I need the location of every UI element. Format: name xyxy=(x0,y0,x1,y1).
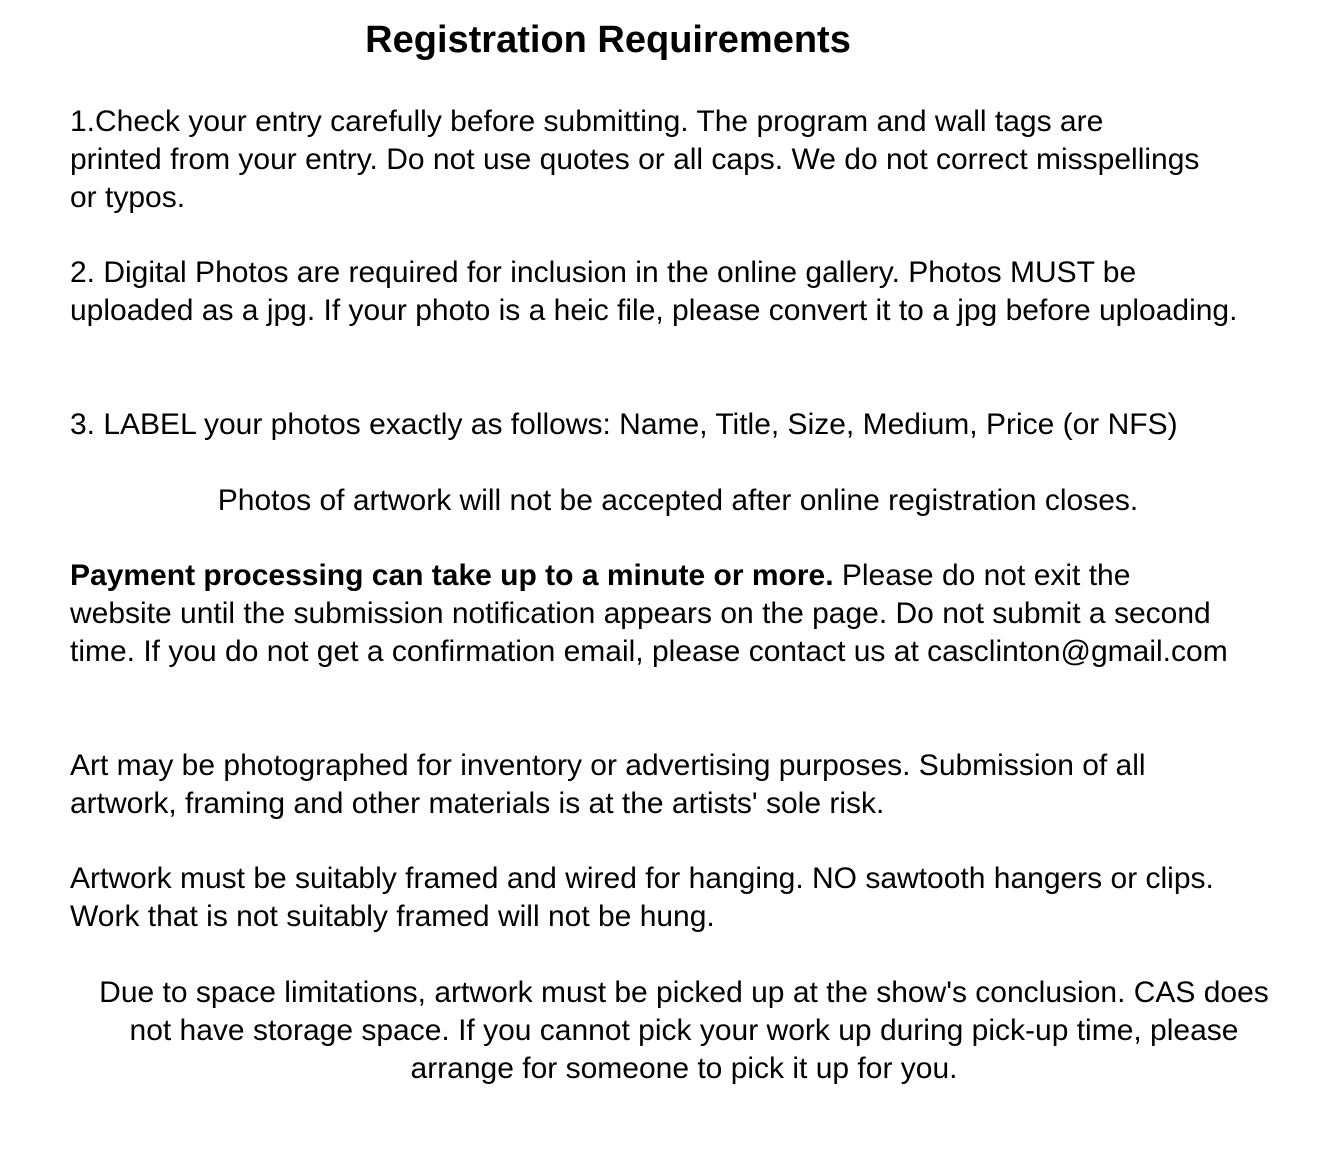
requirement-item-3: 3. LABEL your photos exactly as follows: Name, Title, Size, Medium, Price (or NFS) xyxy=(70,408,1178,441)
pickup-policy: Due to space limitations, artwork must be picked up at the show's conclusion. CAS does not have storage space. If you cannot pick your work up during pick-up time, please arrange for someone to pick it up for you. xyxy=(99,976,1269,1085)
framing-policy: Artwork must be suitably framed and wired for hanging. NO sawtooth hangers or clips. Work that is not suitably framed will not be hung. xyxy=(70,862,1214,933)
requirement-item-1: 1.Check your entry carefully before submitting. The program and wall tags are printed from your entry. Do not use quotes or all caps. We do not correct misspellings or typos. xyxy=(70,105,1200,214)
payment-notice-text: Please do not exit the website until the submission notification appears on the page. Do not submit a second time. If you do not get a confirmation email, please contact us at casclinton@gmail.com xyxy=(70,559,1228,668)
payment-notice-bold: Payment processing can take up to a minute or more. xyxy=(70,559,834,592)
payment-notice xyxy=(70,557,1230,671)
page-title: Registration Requirements xyxy=(365,19,851,61)
photos-deadline-notice: Photos of artwork will not be accepted after online registration closes. xyxy=(217,484,1139,517)
photography-policy: Art may be photographed for inventory or advertising purposes. Submission of all artwork, framing and other materials is at the artists' sole risk. xyxy=(70,749,1146,820)
requirement-item-2: 2. Digital Photos are required for inclusion in the online gallery. Photos MUST be uploaded as a jpg. If your photo is a heic file, please convert it to a jpg before uploading. xyxy=(70,256,1238,327)
